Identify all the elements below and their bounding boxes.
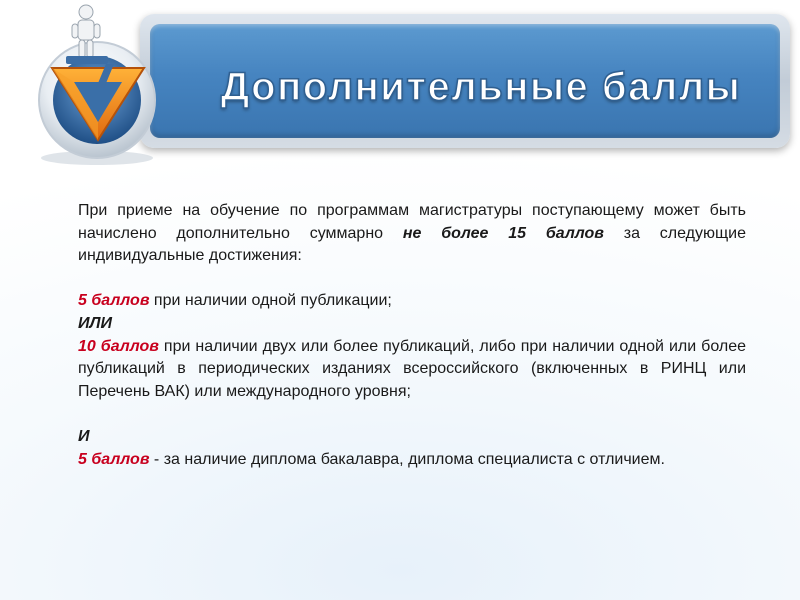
title-banner-inner [150,24,780,138]
or-label: ИЛИ [78,314,113,332]
item-multiple-publications [78,336,746,404]
item-two-text: при наличии двух или более публикаций, либо при наличии одной или более публикаций в периодических изданиях всероссийского (включенных в РИНЦ или Перечень ВАК) или международного уровня; [78,337,747,400]
person-on-triangle-logo-icon [22,0,172,170]
intro-text: При приеме на обучение по программам магистратуры поступающему может быть начислено дополнительно суммарно [78,202,746,242]
slide-title: Дополнительные баллы [220,65,742,109]
item-one-text: при наличии одной публикации; [149,292,392,310]
and-label: И [78,427,90,445]
points-5-label: 5 баллов [78,292,150,310]
points-5-diploma-label: 5 баллов [78,450,150,468]
title-banner [140,14,790,148]
max-points-emphasis: не более 15 баллов [402,224,604,242]
spacer [78,403,746,426]
item-honors-diploma [78,449,746,472]
slide-body [78,200,746,471]
intro-text-end: за следующие индивидуальные достижения: [78,224,746,265]
points-10-label: 10 баллов [78,337,159,355]
spacer [78,268,746,291]
item-three-text: - за наличие диплома бакалавра, диплома специалиста с отличием. [149,450,665,468]
item-one-publication [78,290,746,313]
intro-paragraph [78,200,746,268]
